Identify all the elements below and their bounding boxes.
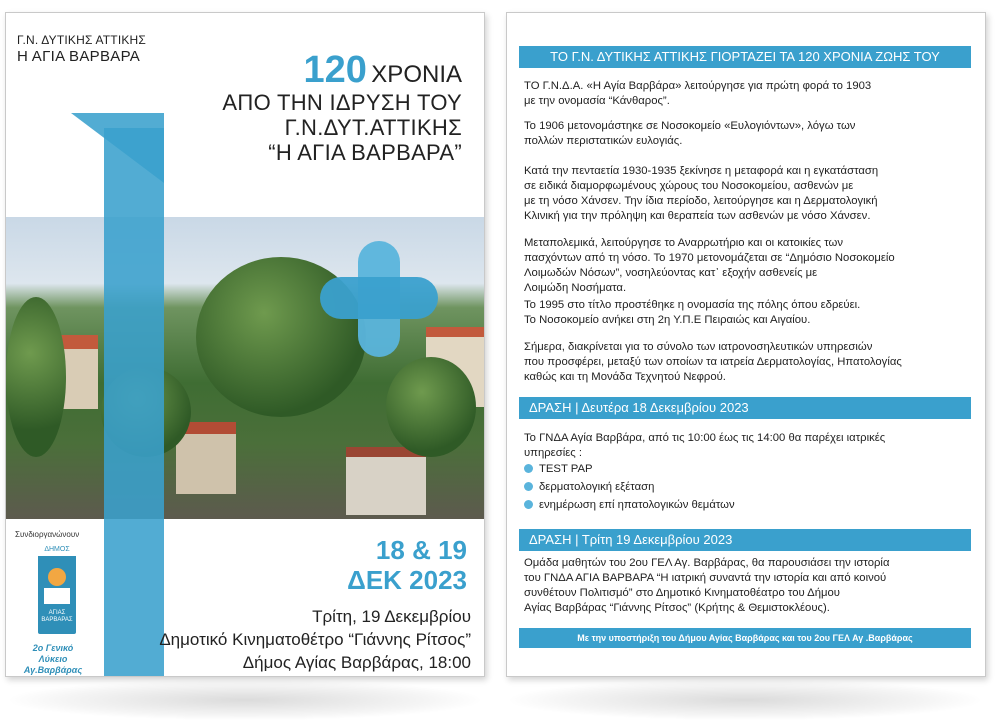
- title-line-3: Γ.Ν.ΔΥΤ.ΑΤΤΙΚΗΣ: [284, 115, 462, 140]
- title-word: ΧΡΟΝΙΑ: [371, 61, 462, 88]
- municipality-logo-name: ΑΓΙΑΣ ΒΑΡΒΑΡΑΣ: [41, 610, 73, 623]
- history-paragraph-2: [524, 119, 974, 149]
- municipality-logo-top: ΔΗΜΟΣ: [38, 544, 76, 556]
- house-icon: [44, 588, 70, 604]
- hospital-aerial-photo: [6, 217, 484, 519]
- number-one-graphic-bar: [104, 128, 164, 676]
- text-line: Το 1906 μετονομάστηκε σε Νοσοκομείο «Ευλογιόντων», λόγω των: [524, 120, 856, 132]
- event-dates: 18 & 19: [375, 535, 467, 565]
- title-line-4: “Η ΑΓΙΑ ΒΑΡΒΑΡΑ”: [268, 140, 462, 165]
- event-place-time: Δήμος Αγίας Βαρβάρας, 18:00: [242, 653, 471, 672]
- left-page-reflection: [10, 680, 480, 720]
- info-header: ΤΟ Γ.Ν. ΔΥΤΙΚΗΣ ΑΤΤΙΚΗΣ ΓΙΟΡΤΑΖΕΙ ΤΑ 120 ΧΡΟΝΙΑ ΖΩΗΣ ΤΟΥ: [519, 46, 971, 68]
- title-line-2: ΑΠΟ ΤΗΝ ΙΔΡΥΣΗ ΤΟΥ: [222, 90, 462, 115]
- history-paragraph-1: [524, 79, 974, 109]
- info-page: [506, 12, 986, 677]
- hospital-name-line2: Η ΑΓΙΑ ΒΑΡΒΑΡΑ: [17, 48, 141, 65]
- tree-shape: [6, 297, 66, 457]
- text-line: Μεταπολεμικά, λειτούργησε το Αναρρωτήριο και οι κατοικίες των: [524, 237, 843, 249]
- bullet-icon: [524, 464, 533, 473]
- hospital-name-line1: Γ.Ν. ΔΥΤΙΚΗΣ ΑΤΤΙΚΗΣ: [17, 33, 147, 47]
- text-line: Το ΓΝΔΑ Αγία Βαρβάρα, από τις 10:00 έως τις 14:00 θα παρέχει ιατρικές: [524, 432, 886, 444]
- building-shape: [346, 447, 426, 515]
- text-line: Κατά την πενταετία 1930-1935 ξεκίνησε η μεταφορά και η εγκατάσταση: [524, 165, 879, 177]
- history-paragraph-5: [524, 298, 974, 328]
- text-line: καθώς και τη Μονάδα Τεχνητού Νεφρού.: [524, 371, 726, 383]
- sun-icon: [48, 568, 66, 586]
- history-paragraph-6: [524, 340, 974, 385]
- medical-cross-horizontal: [320, 277, 438, 319]
- text-line: Λοιμωδών Νόσων”, νοσηλεύοντας κατ᾽ εξοχήν ασθενείς με: [524, 267, 818, 279]
- event-day: Τρίτη, 19 Δεκεμβρίου: [312, 607, 471, 626]
- event-venue: Δημοτικό Κινηματοθέτρο “Γιάννης Ρίτσος”: [159, 630, 471, 649]
- text-line: Το 1995 στο τίτλο προστέθηκε η ονομασία της πόλης όπου εδρεύει.: [524, 299, 861, 311]
- support-footer: Με την υποστήριξη του Δήμου Αγίας Βαρβάρας και του 2ου ΓΕΛ Αγ .Βαρβάρας: [519, 628, 971, 648]
- text-line: συνθέτουν Πολιτισμό” στο Δημοτικό Κινηματοθέατρο του Δήμου: [524, 587, 840, 599]
- action1-header: ΔΡΑΣΗ | Δευτέρα 18 Δεκεμβρίου 2023: [519, 397, 971, 419]
- text-line: υπηρεσίες :: [524, 447, 582, 459]
- text-line: Σήμερα, διακρίνεται για το σύνολο των ιατρονοσηλευτικών υπηρεσιών: [524, 341, 873, 353]
- text-line: Το Νοσοκομείο ανήκει στη 2η Υ.Π.Ε Πειραιώς και Αιγαίου.: [524, 314, 811, 326]
- history-paragraph-4: [524, 236, 974, 296]
- text-line: πολλών περιστατικών ευλογιάς.: [524, 135, 683, 147]
- text-line: Αγίας Βαρβάρας “Γιάννης Ρίτσος” (Κρήτης & Θεμιστοκλέους).: [524, 602, 830, 614]
- tree-shape: [386, 357, 476, 457]
- history-paragraph-3: [524, 164, 974, 224]
- text-line: Κλινική για την πρόληψη και θεραπεία των ασθενών με νόσο Χάνσεν.: [524, 210, 871, 222]
- poster-title: [222, 51, 462, 164]
- text-line: σε ειδικά διαμορφωμένους χώρους του Νοσοκομείου, ασθενών με: [524, 180, 854, 192]
- text-line: Ομάδα μαθητών του 2ου ΓΕΛ Αγ. Βαρβάρας, θα παρουσιάσει την ιστορία: [524, 557, 890, 569]
- title-number: 120: [303, 49, 367, 91]
- service-item: δερματολογική εξέταση: [524, 481, 654, 493]
- bullet-icon: [524, 482, 533, 491]
- text-line: Λοιμώδη Νοσήματα.: [524, 282, 627, 294]
- poster-page: [5, 12, 485, 677]
- text-line: με την ονομασία “Κάνθαρος”.: [524, 95, 670, 107]
- event-month-year: ΔΕΚ 2023: [347, 565, 467, 595]
- text-line: ΤΟ Γ.Ν.Δ.Α. «Η Αγία Βαρβάρα» λειτούργησε για πρώτη φορά το 1903: [524, 80, 872, 92]
- municipality-logo: [38, 544, 76, 634]
- service-item: ενημέρωση επί ηπατολογικών θεμάτων: [524, 499, 735, 511]
- text-line: με τη νόσο Χάνσεν. Την ίδια περίοδο, λειτούργησε και η Δερματολογική: [524, 195, 878, 207]
- bullet-icon: [524, 500, 533, 509]
- text-line: του ΓΝΔΑ ΑΓΙΑ ΒΑΡΒΑΡΑ “Η ιατρική συναντά την ιστορία και από κοινού: [524, 572, 887, 584]
- action2-text: [524, 556, 974, 616]
- right-page-reflection: [510, 680, 980, 720]
- service-item: TEST PAP: [524, 463, 593, 475]
- action1-text: [524, 431, 974, 461]
- co-organizers-label: Συνδιοργανώνουν: [15, 530, 80, 539]
- text-line: που προσφέρει, μεταξύ των οποίων τα ιατρεία Δερματολογίας, Ηπατολογίας: [524, 356, 902, 368]
- text-line: πασχόντων από τη νόσο. Το 1970 μετονομάζεται σε “Δημόσιο Νοσοκομείο: [524, 252, 895, 264]
- school-logo-text: 2ο Γενικό Λύκειο Αγ.Βαρβάρας: [23, 643, 83, 675]
- action2-header: ΔΡΑΣΗ | Τρίτη 19 Δεκεμβρίου 2023: [519, 529, 971, 551]
